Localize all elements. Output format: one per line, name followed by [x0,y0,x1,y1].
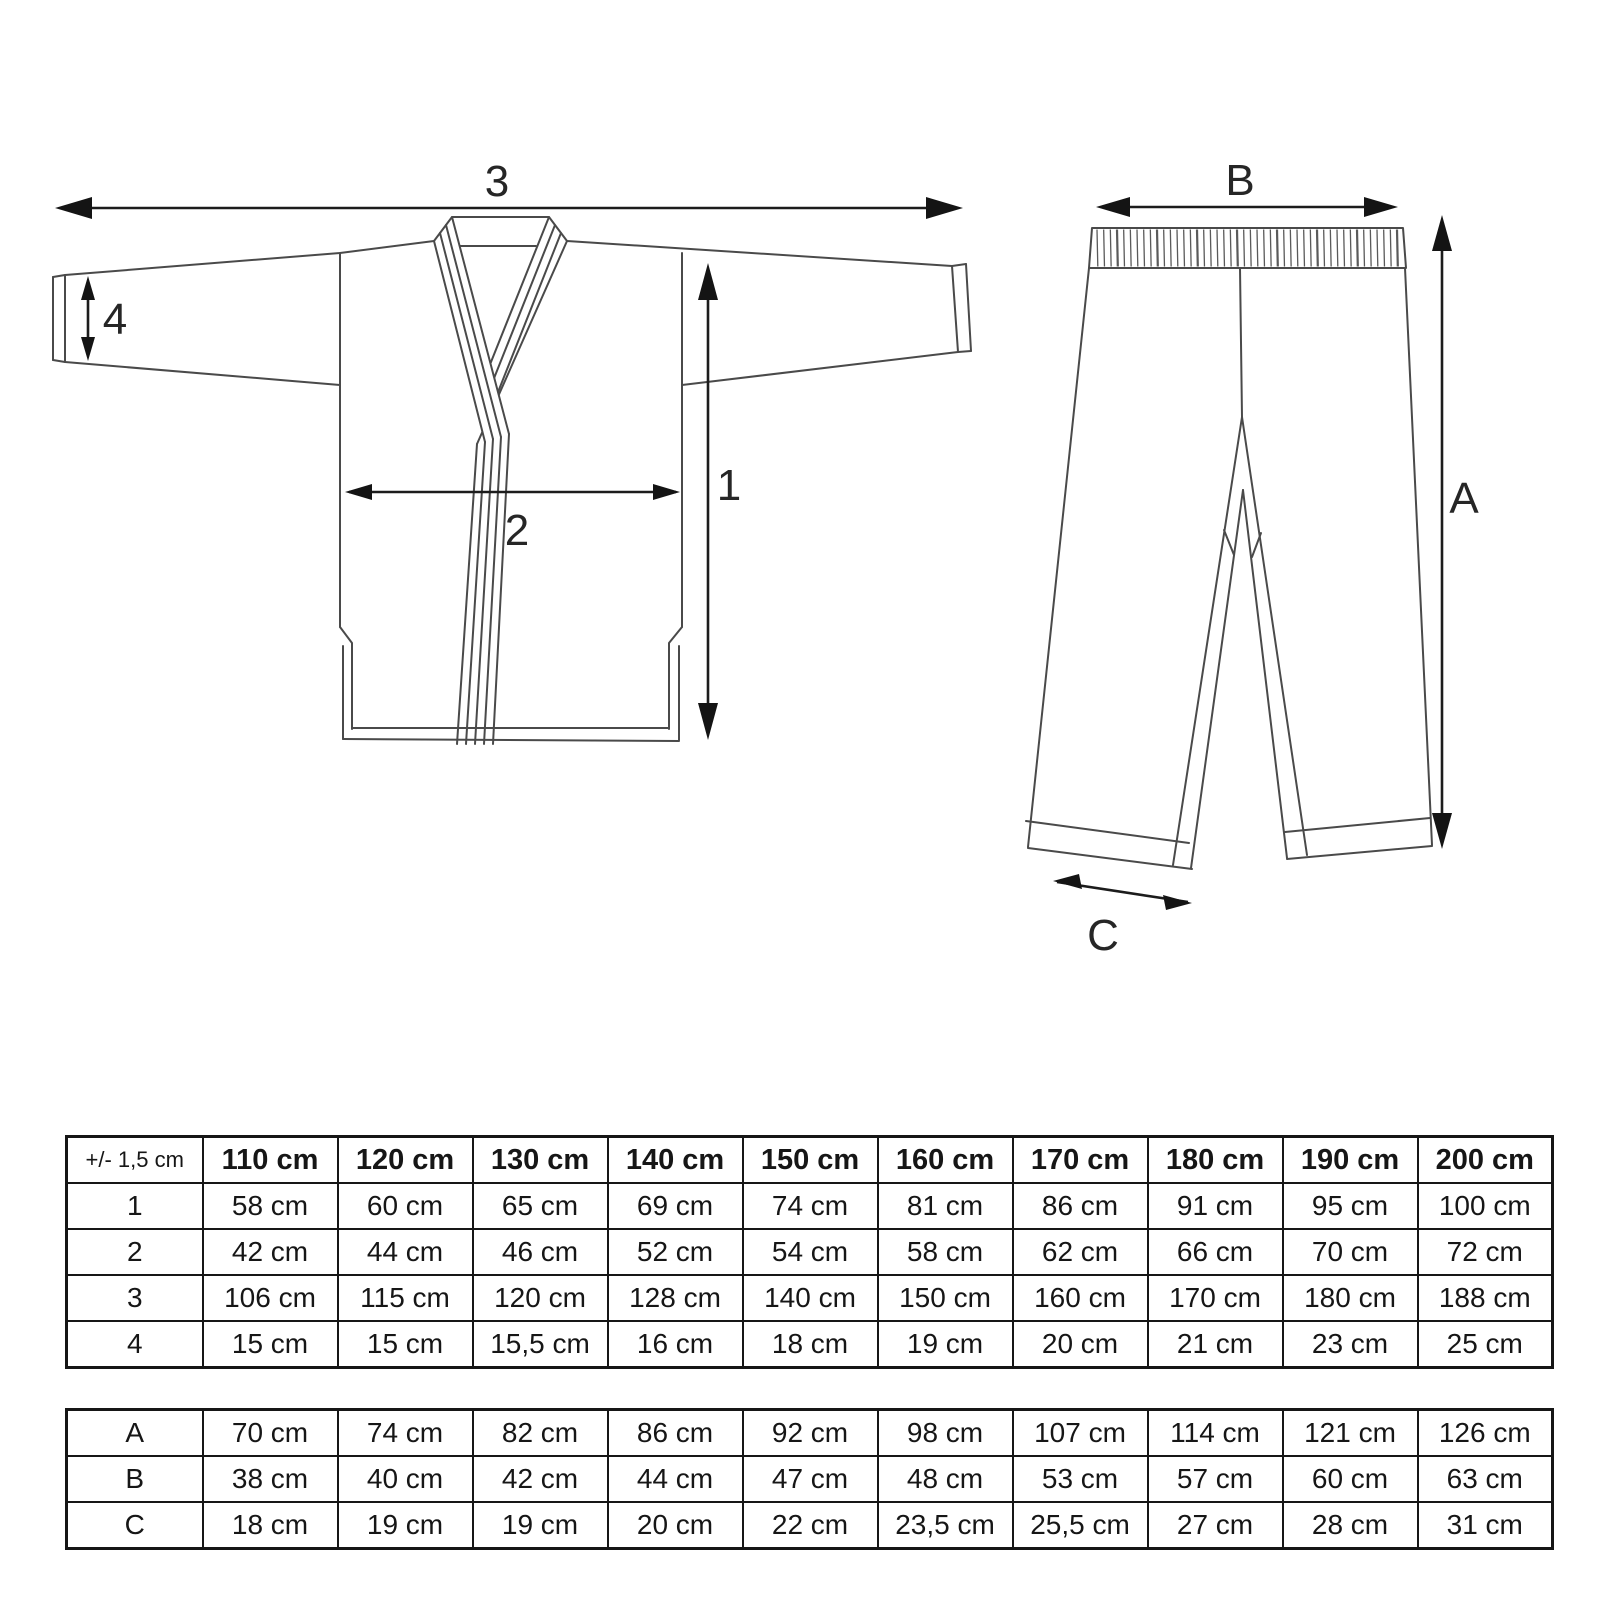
pants-measure-length [1432,215,1479,849]
measure-value-cell: 31 cm [1418,1502,1553,1549]
measure-value-cell: 48 cm [878,1456,1013,1502]
measure-value-cell: 95 cm [1283,1183,1418,1229]
pants-label-waist: B [1225,156,1255,205]
measure-row-label: B [67,1456,203,1502]
measure-value-cell: 74 cm [338,1410,473,1457]
measure-value-cell: 150 cm [878,1275,1013,1321]
measure-value-cell: 81 cm [878,1183,1013,1229]
measure-value-cell: 62 cm [1013,1229,1148,1275]
measure-value-cell: 91 cm [1148,1183,1283,1229]
measure-value-cell: 47 cm [743,1456,878,1502]
measure-row-label: A [67,1410,203,1457]
measure-value-cell: 60 cm [1283,1456,1418,1502]
measure-value-cell: 86 cm [1013,1183,1148,1229]
measure-value-cell: 160 cm [1013,1275,1148,1321]
measure-value-cell: 180 cm [1283,1275,1418,1321]
jacket-placket [457,434,509,744]
measure-value-cell: 40 cm [338,1456,473,1502]
measure-value-cell: 121 cm [1283,1410,1418,1457]
measure-value-cell: 18 cm [203,1502,338,1549]
measure-value-cell: 16 cm [608,1321,743,1368]
measure-value-cell: 66 cm [1148,1229,1283,1275]
measure-row-label: 3 [67,1275,203,1321]
table-row [67,1275,1553,1321]
measure-value-cell: 74 cm [743,1183,878,1229]
measure-value-cell: 19 cm [473,1502,608,1549]
jacket-label-chest: 2 [504,506,530,555]
table-header-row [67,1137,1553,1184]
table-row [67,1183,1553,1229]
measure-row-label: 1 [67,1183,203,1229]
jacket-outline [53,217,971,741]
measure-value-cell: 53 cm [1013,1456,1148,1502]
jacket-label-length: 1 [716,461,742,510]
jacket-label-sleeve-cuff: 4 [102,295,128,344]
tolerance-label: +/- 1,5 cm [67,1137,203,1184]
measure-value-cell: 25 cm [1418,1321,1553,1368]
measure-value-cell: 44 cm [338,1229,473,1275]
table-row [67,1456,1553,1502]
height-column-header: 180 cm [1148,1137,1283,1184]
table-row [67,1410,1553,1457]
measure-value-cell: 58 cm [203,1183,338,1229]
height-column-header: 190 cm [1283,1137,1418,1184]
table-row [67,1229,1553,1275]
measure-value-cell: 28 cm [1283,1502,1418,1549]
measure-value-cell: 60 cm [338,1183,473,1229]
measure-value-cell: 20 cm [1013,1321,1148,1368]
measure-value-cell: 46 cm [473,1229,608,1275]
measure-value-cell: 52 cm [608,1229,743,1275]
pants-drawing [1026,156,1479,960]
measure-value-cell: 170 cm [1148,1275,1283,1321]
table-row [67,1321,1553,1368]
jacket-measure-length [698,263,741,740]
measure-value-cell: 140 cm [743,1275,878,1321]
measure-value-cell: 23,5 cm [878,1502,1013,1549]
measure-value-cell: 120 cm [473,1275,608,1321]
measure-row-label: 4 [67,1321,203,1368]
measure-value-cell: 98 cm [878,1410,1013,1457]
measure-value-cell: 70 cm [203,1410,338,1457]
measure-value-cell: 19 cm [338,1502,473,1549]
measure-row-label: C [67,1502,203,1549]
measure-value-cell: 15 cm [203,1321,338,1368]
height-column-header: 120 cm [338,1137,473,1184]
measure-value-cell: 57 cm [1148,1456,1283,1502]
height-column-header: 200 cm [1418,1137,1553,1184]
measure-value-cell: 128 cm [608,1275,743,1321]
measure-value-cell: 44 cm [608,1456,743,1502]
measure-value-cell: 106 cm [203,1275,338,1321]
measure-value-cell: 58 cm [878,1229,1013,1275]
measure-value-cell: 92 cm [743,1410,878,1457]
measure-value-cell: 18 cm [743,1321,878,1368]
measure-value-cell: 107 cm [1013,1410,1148,1457]
measure-value-cell: 15,5 cm [473,1321,608,1368]
height-column-header: 170 cm [1013,1137,1148,1184]
measure-value-cell: 100 cm [1418,1183,1553,1229]
table-row [67,1502,1553,1549]
measure-value-cell: 115 cm [338,1275,473,1321]
height-column-header: 140 cm [608,1137,743,1184]
pants-measure-leg-cuff [1053,874,1192,960]
jacket-measure-chest [345,484,680,555]
measure-value-cell: 82 cm [473,1410,608,1457]
measure-value-cell: 21 cm [1148,1321,1283,1368]
measure-value-cell: 86 cm [608,1410,743,1457]
measure-value-cell: 42 cm [473,1456,608,1502]
measure-value-cell: 63 cm [1418,1456,1553,1502]
height-column-header: 110 cm [203,1137,338,1184]
measure-row-label: 2 [67,1229,203,1275]
measure-value-cell: 15 cm [338,1321,473,1368]
jacket-drawing [53,157,971,744]
pants-label-leg-cuff: C [1087,911,1119,960]
height-column-header: 160 cm [878,1137,1013,1184]
jacket-size-table [65,1135,1554,1369]
jacket-measure-sleeve-cuff [81,276,127,361]
measure-value-cell: 20 cm [608,1502,743,1549]
pants-measure-waist [1096,156,1398,217]
measure-value-cell: 69 cm [608,1183,743,1229]
measure-value-cell: 42 cm [203,1229,338,1275]
measure-value-cell: 188 cm [1418,1275,1553,1321]
measure-value-cell: 22 cm [743,1502,878,1549]
measure-value-cell: 27 cm [1148,1502,1283,1549]
pants-size-table [65,1408,1554,1550]
measure-value-cell: 114 cm [1148,1410,1283,1457]
measure-value-cell: 54 cm [743,1229,878,1275]
measure-value-cell: 38 cm [203,1456,338,1502]
measure-value-cell: 25,5 cm [1013,1502,1148,1549]
height-column-header: 130 cm [473,1137,608,1184]
pants-label-length: A [1449,474,1479,523]
measure-value-cell: 65 cm [473,1183,608,1229]
measure-value-cell: 70 cm [1283,1229,1418,1275]
pants-outline [1026,268,1432,869]
jacket-measure-wingspan [55,157,963,219]
measure-value-cell: 19 cm [878,1321,1013,1368]
height-column-header: 150 cm [743,1137,878,1184]
measure-value-cell: 72 cm [1418,1229,1553,1275]
measure-value-cell: 126 cm [1418,1410,1553,1457]
jacket-label-wingspan: 3 [484,157,510,206]
measure-value-cell: 23 cm [1283,1321,1418,1368]
pants-waistband-ribbing [1097,230,1398,267]
